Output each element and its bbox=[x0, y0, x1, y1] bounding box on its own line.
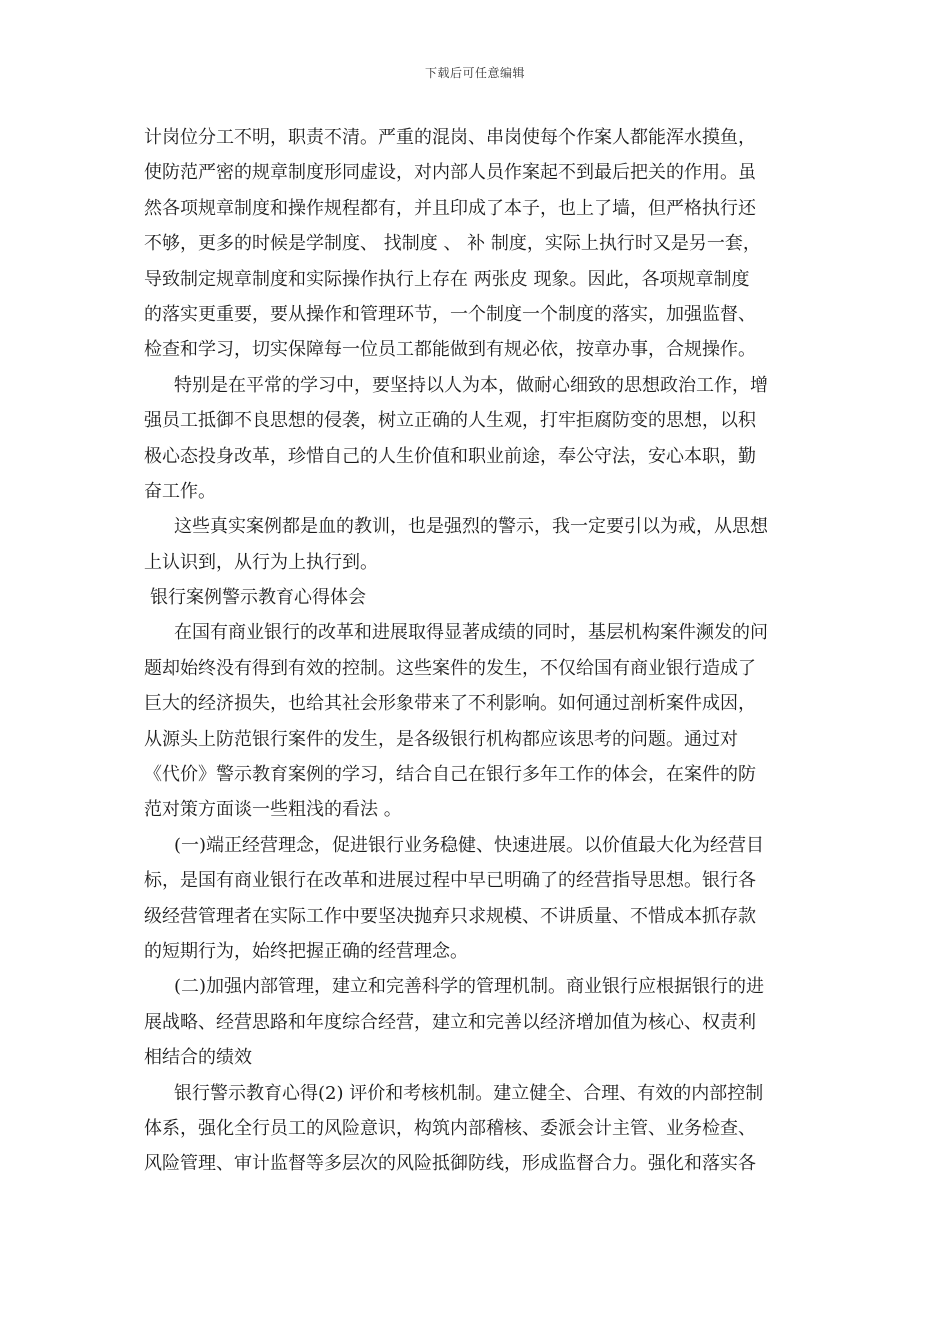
text-line: 然各项规章制度和操作规程都有，并且印成了本子，也上了墙，但严格执行还 bbox=[144, 197, 756, 219]
text-line: 相结合的绩效 bbox=[144, 1047, 252, 1069]
text-line: 题却始终没有得到有效的控制。这些案件的发生，不仅给国有商业银行造成了 bbox=[144, 657, 756, 679]
paragraph-start-line: (二)加强内部管理，建立和完善科学的管理机制。商业银行应根据银行的进 bbox=[174, 976, 765, 998]
text-line: 范对策方面谈一些粗浅的看法 。 bbox=[144, 799, 402, 821]
text-line: 极心态投身改革，珍惜自己的人生价值和职业前途，奉公守法，安心本职，勤 bbox=[144, 445, 756, 467]
page-header: 下载后可任意编辑 bbox=[424, 66, 525, 80]
text-line: 体系，强化全行员工的风险意识，构筑内部稽核、委派会计主管、业务检查、 bbox=[144, 1117, 756, 1139]
text-line: 级经营管理者在实际工作中要坚决抛弃只求规模、不讲质量、不惜成本抓存款 bbox=[144, 905, 756, 927]
text-line: 的短期行为，始终把握正确的经营理念。 bbox=[144, 940, 468, 962]
text-line: 展战略、经营思路和年度综合经营，建立和完善以经济增加值为核心、权责利 bbox=[144, 1011, 756, 1033]
text-line: 的落实更重要，要从操作和管理环节，一个制度一个制度的落实，加强监督、 bbox=[144, 303, 756, 325]
text-line: 导致制定规章制度和实际操作执行上存在 两张皮 现象。因此，各项规章制度 bbox=[144, 268, 750, 290]
text-line: 计岗位分工不明，职责不清。严重的混岗、串岗使每个作案人都能浑水摸鱼， bbox=[144, 127, 756, 148]
text-line: 巨大的经济损失，也给其社会形象带来了不利影响。如何通过剖析案件成因， bbox=[144, 693, 756, 715]
text-line: 不够，更多的时候是学制度、 找制度 、 补 制度，实际上执行时又是另一套， bbox=[144, 233, 761, 255]
text-line: 从源头上防范银行案件的发生，是各级银行机构都应该思考的问题。通过对 bbox=[144, 728, 738, 750]
paragraph-start-line: 在国有商业银行的改革和进展取得显著成绩的同时，基层机构案件濒发的问 bbox=[174, 622, 768, 644]
paragraph-start-line: 银行警示教育心得(2) 评价和考核机制。建立健全、合理、有效的内部控制 bbox=[174, 1082, 764, 1104]
text-line: 标，是国有商业银行在改革和进展过程中早已明确了的经营指导思想。银行各 bbox=[144, 870, 756, 892]
section-heading: 银行案例警示教育心得体会 bbox=[150, 587, 366, 609]
text-line: 检查和学习，切实保障每一位员工都能做到有规必依，按章办事，合规操作。 bbox=[144, 339, 756, 361]
text-line: 强员工抵御不良思想的侵袭，树立正确的人生观，打牢拒腐防变的思想，以积 bbox=[144, 410, 756, 432]
text-line: 上认识到，从行为上执行到。 bbox=[144, 551, 378, 573]
text-line: 使防范严密的规章制度形同虚设，对内部人员作案起不到最后把关的作用。虽 bbox=[144, 162, 756, 184]
document-body bbox=[144, 120, 812, 1182]
text-line: 风险管理、审计监督等多层次的风险抵御防线，形成监督合力。强化和落实各 bbox=[144, 1153, 756, 1175]
paragraph-start-line: 这些真实案例都是血的教训，也是强烈的警示，我一定要引以为戒，从思想 bbox=[174, 516, 768, 538]
text-line: 《代价》警示教育案例的学习，结合自己在银行多年工作的体会，在案件的防 bbox=[144, 764, 756, 786]
paragraph-start-line: 特别是在平常的学习中，要坚持以人为本，做耐心细致的思想政治工作，增 bbox=[174, 374, 768, 396]
text-line: 奋工作。 bbox=[144, 480, 216, 502]
paragraph-start-line: (一)端正经营理念，促进银行业务稳健、快速进展。以价值最大化为经营目 bbox=[174, 834, 765, 856]
